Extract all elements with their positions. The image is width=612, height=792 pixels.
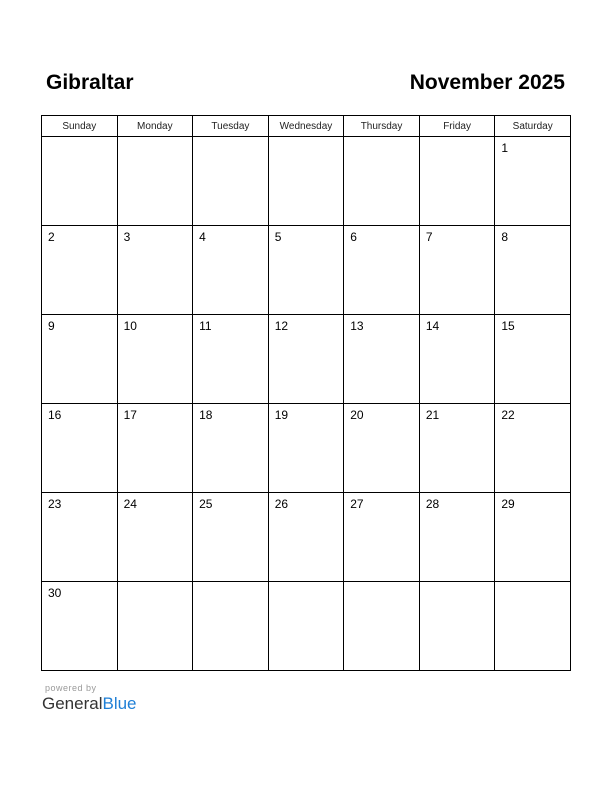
country-title: Gibraltar xyxy=(46,71,134,94)
day-number xyxy=(118,582,193,586)
day-cell xyxy=(419,315,495,404)
day-number xyxy=(420,582,495,586)
week-row-3 xyxy=(42,315,571,404)
day-number xyxy=(495,582,570,586)
day-cell xyxy=(42,493,118,582)
weekday-monday: Monday xyxy=(117,116,193,137)
day-number: 16 xyxy=(48,408,62,422)
weekday-friday: Friday xyxy=(419,116,495,137)
day-number: 19 xyxy=(274,408,289,422)
generalblue-logo[interactable] xyxy=(42,694,137,714)
day-cell xyxy=(344,493,420,582)
day-number: 26 xyxy=(274,497,289,511)
powered-by-text: powered by xyxy=(45,683,97,693)
week-row-1 xyxy=(42,137,571,226)
day-cell xyxy=(193,226,269,315)
day-number: 10 xyxy=(123,319,137,333)
day-number xyxy=(269,582,344,586)
day-cell xyxy=(42,226,118,315)
day-cell xyxy=(117,315,193,404)
day-cell xyxy=(419,493,495,582)
day-number: 6 xyxy=(350,230,357,244)
day-cell xyxy=(117,404,193,493)
day-number: 15 xyxy=(501,319,515,333)
day-cell xyxy=(344,404,420,493)
day-number: 28 xyxy=(425,497,440,511)
day-cell xyxy=(495,493,571,582)
day-number: 25 xyxy=(199,497,213,511)
day-number: 13 xyxy=(350,319,364,333)
day-cell xyxy=(419,404,495,493)
weekday-saturday: Saturday xyxy=(495,116,571,137)
day-number: 22 xyxy=(501,408,515,422)
weekday-sunday: Sunday xyxy=(42,116,118,137)
day-cell xyxy=(268,137,344,226)
day-number: 18 xyxy=(199,408,213,422)
day-number: 1 xyxy=(501,141,509,155)
day-number xyxy=(269,137,344,141)
day-cell xyxy=(193,137,269,226)
day-cell xyxy=(42,404,118,493)
day-cell xyxy=(495,404,571,493)
day-cell xyxy=(495,137,571,226)
day-cell xyxy=(268,226,344,315)
day-number: 11 xyxy=(199,319,212,333)
day-number: 29 xyxy=(501,497,515,511)
day-number: 14 xyxy=(425,319,440,333)
day-number: 5 xyxy=(274,230,282,244)
month-title: November 2025 xyxy=(409,71,565,94)
week-row-2 xyxy=(42,226,571,315)
day-number: 7 xyxy=(425,230,433,244)
day-cell xyxy=(42,315,118,404)
day-cell xyxy=(344,226,420,315)
day-cell xyxy=(268,315,344,404)
day-number: 30 xyxy=(48,586,62,600)
week-row-6 xyxy=(42,582,571,671)
day-number xyxy=(118,137,193,141)
day-cell xyxy=(495,315,571,404)
day-number: 4 xyxy=(199,230,206,244)
day-cell xyxy=(117,137,193,226)
day-number: 12 xyxy=(274,319,289,333)
brand-blue-text: Blue xyxy=(102,694,137,713)
brand-general-text: General xyxy=(42,694,103,713)
day-cell xyxy=(117,226,193,315)
day-cell xyxy=(268,493,344,582)
day-cell xyxy=(42,582,118,671)
day-number: 20 xyxy=(350,408,364,422)
day-number xyxy=(344,582,419,586)
day-number: 2 xyxy=(48,230,55,244)
day-number: 23 xyxy=(48,497,62,511)
weekday-tuesday: Tuesday xyxy=(193,116,269,137)
day-cell xyxy=(117,493,193,582)
day-number: 3 xyxy=(123,230,131,244)
day-number: 27 xyxy=(350,497,364,511)
day-number: 8 xyxy=(501,230,509,244)
day-number: 21 xyxy=(425,408,440,422)
day-cell xyxy=(495,226,571,315)
day-number xyxy=(193,137,268,141)
day-cell xyxy=(117,582,193,671)
day-number xyxy=(42,137,117,141)
day-number xyxy=(344,137,419,141)
day-cell xyxy=(495,582,571,671)
day-number: 24 xyxy=(123,497,137,511)
day-number xyxy=(193,582,268,586)
day-cell xyxy=(42,137,118,226)
day-cell xyxy=(268,582,344,671)
day-number xyxy=(420,137,495,141)
day-number: 17 xyxy=(123,408,137,422)
week-row-5 xyxy=(42,493,571,582)
day-cell xyxy=(419,582,495,671)
calendar-grid xyxy=(41,115,571,671)
day-cell xyxy=(268,404,344,493)
weekday-header-row xyxy=(42,116,571,137)
weekday-wednesday: Wednesday xyxy=(268,116,344,137)
day-cell xyxy=(344,315,420,404)
day-cell xyxy=(193,404,269,493)
weekday-thursday: Thursday xyxy=(344,116,420,137)
day-cell xyxy=(344,137,420,226)
day-number: 9 xyxy=(48,319,55,333)
day-cell xyxy=(193,493,269,582)
day-cell xyxy=(419,137,495,226)
day-cell xyxy=(419,226,495,315)
day-cell xyxy=(344,582,420,671)
day-cell xyxy=(193,582,269,671)
week-row-4 xyxy=(42,404,571,493)
day-cell xyxy=(193,315,269,404)
